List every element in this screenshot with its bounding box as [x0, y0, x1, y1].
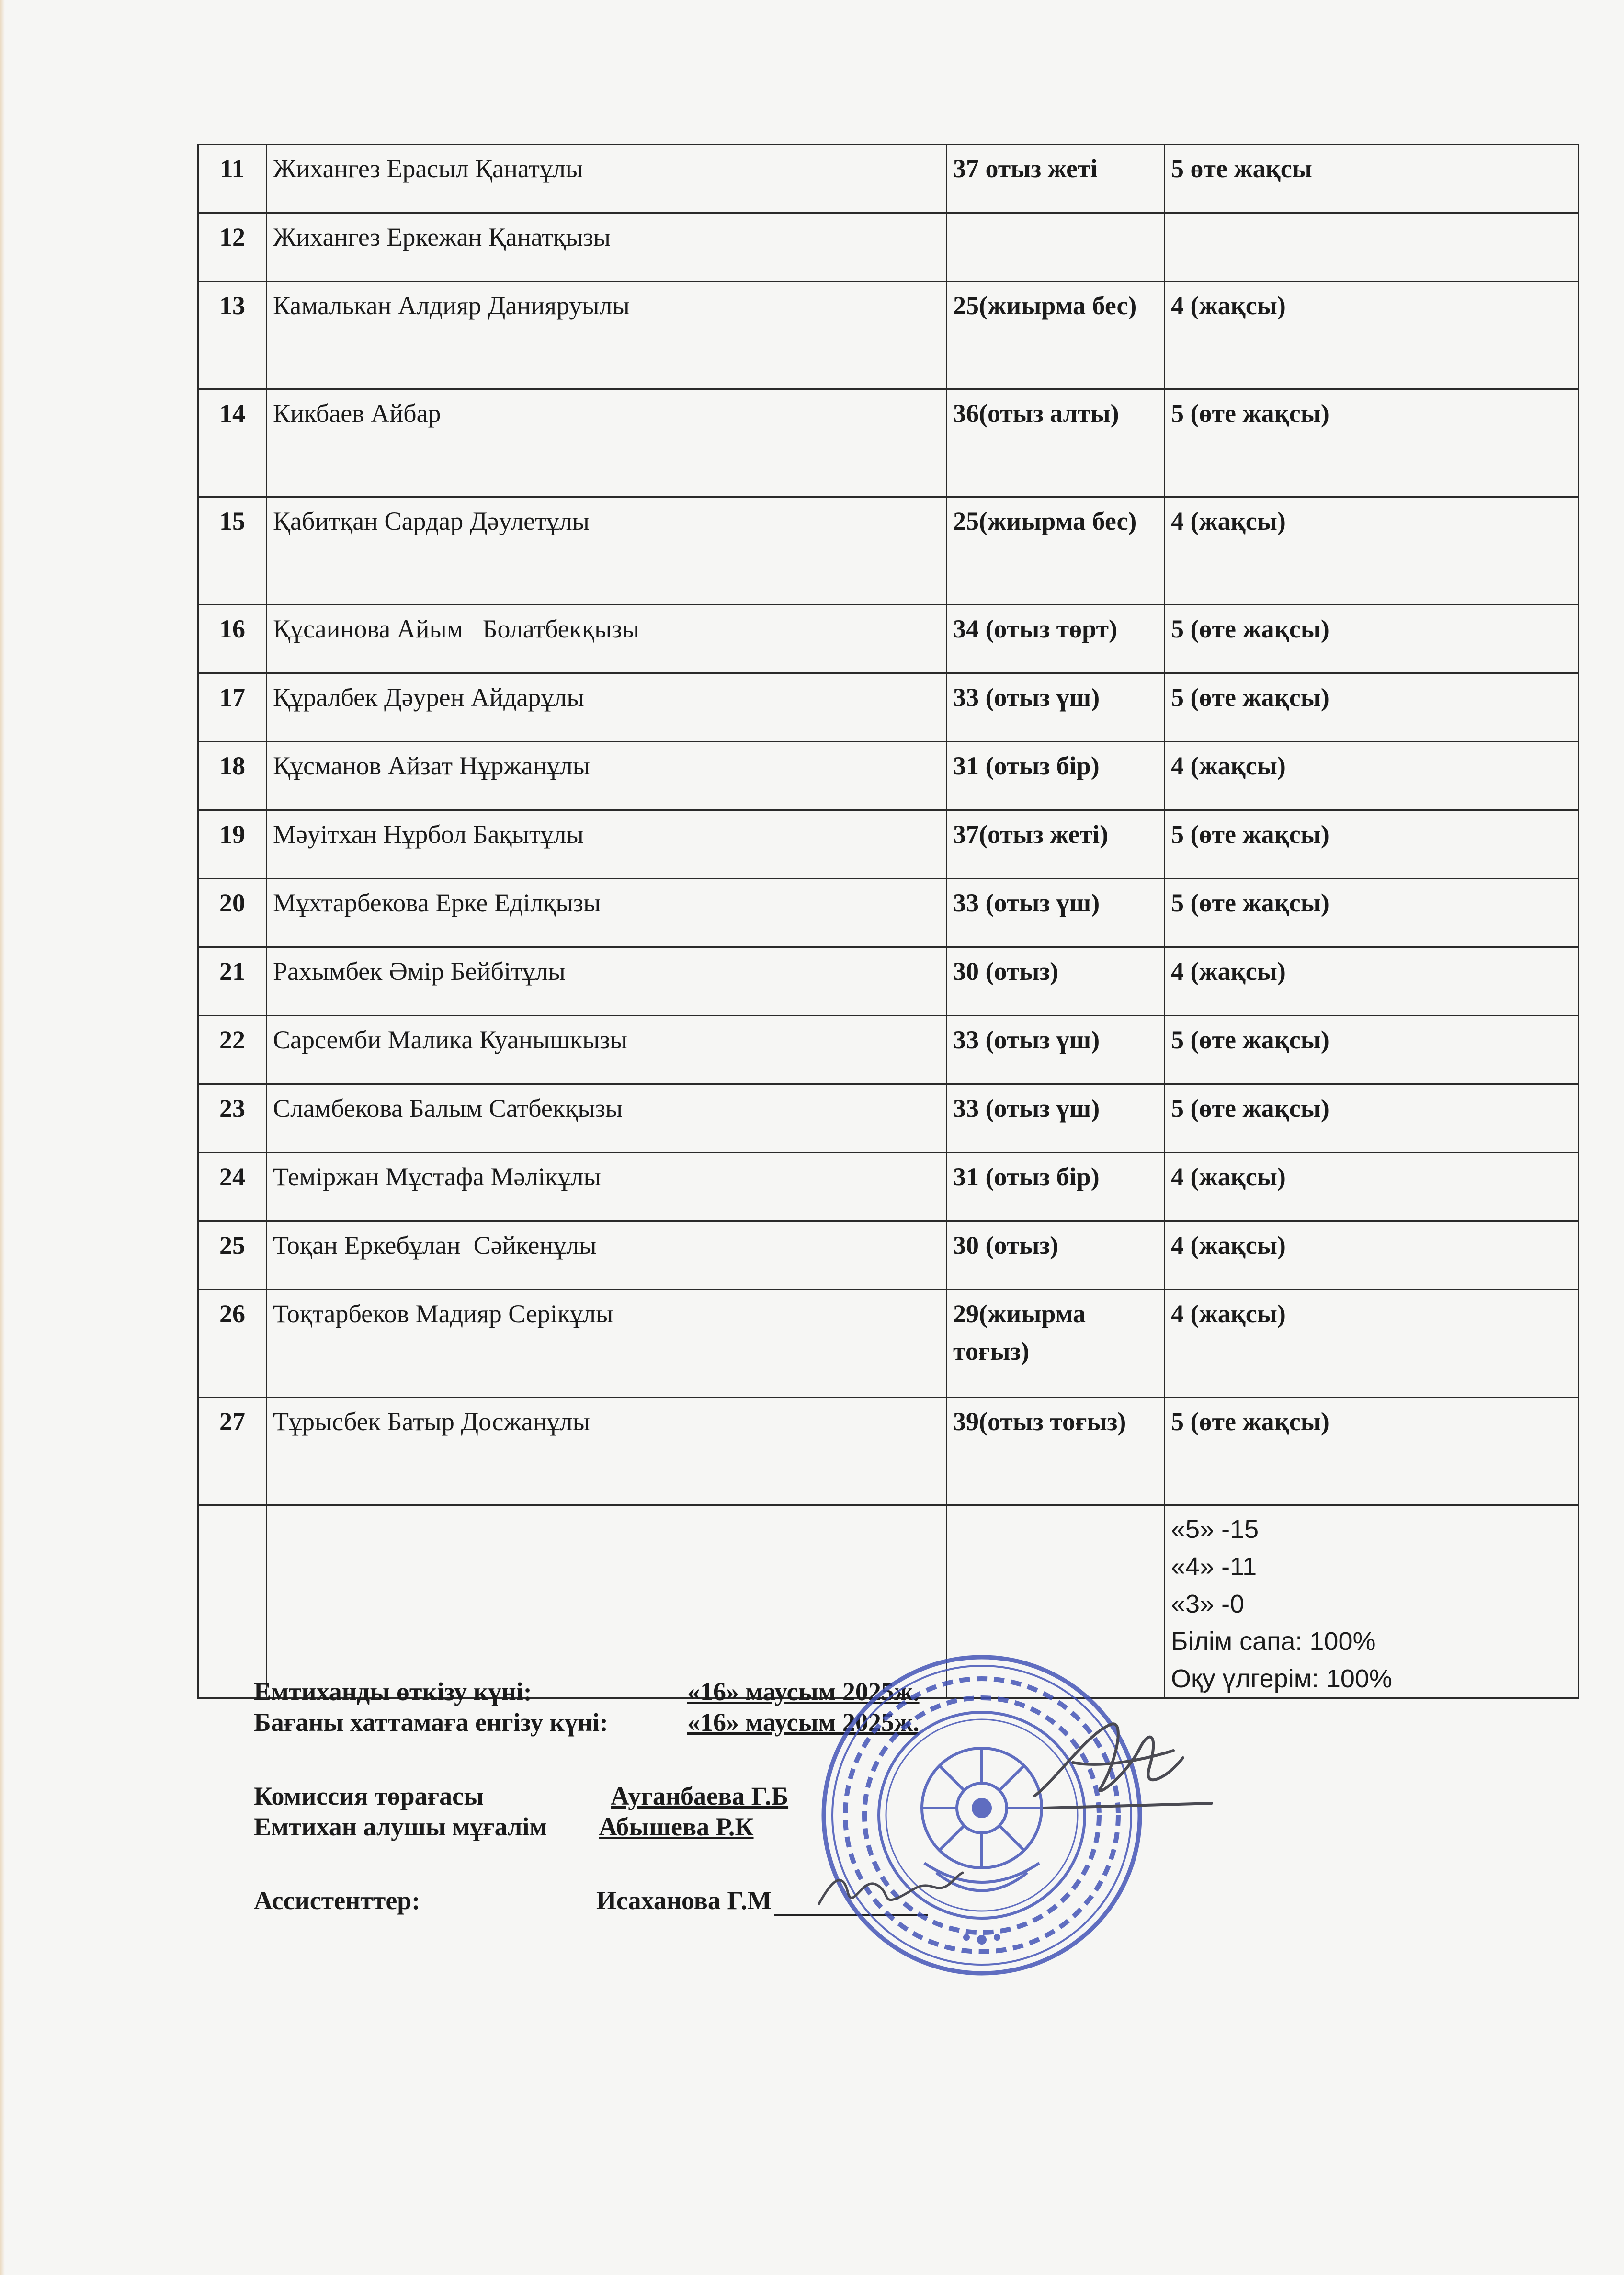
- row-number: 16: [198, 605, 267, 673]
- row-number: 27: [198, 1398, 267, 1505]
- summary-cell: [1165, 1505, 1579, 1698]
- table-row: [198, 497, 1579, 605]
- summary-count-5: «5» -15: [1171, 1515, 1259, 1544]
- score: 25(жиырма бес): [947, 282, 1165, 389]
- student-name: Мәуітхан Нұрбол Бақытұлы: [267, 810, 947, 879]
- grade: 5 (өте жақсы): [1165, 1084, 1579, 1153]
- score: 29(жиырма тоғыз): [947, 1290, 1165, 1398]
- grade: 5 (өте жақсы): [1165, 673, 1579, 742]
- teacher-name: Абышева Р.К: [599, 1812, 754, 1841]
- score: 30 (отыз): [947, 1221, 1165, 1290]
- grade: 4 (жақсы): [1165, 947, 1579, 1016]
- score: 30 (отыз): [947, 947, 1165, 1016]
- row-number: 26: [198, 1290, 267, 1398]
- table-row: [198, 1290, 1579, 1398]
- row-number: 15: [198, 497, 267, 605]
- grades-table: [197, 144, 1579, 1699]
- student-name: Камалькан Алдияр Данияруылы: [267, 282, 947, 389]
- teacher-label: Емтихан алушы мұғалім: [254, 1812, 547, 1841]
- grade: 4 (жақсы): [1165, 1153, 1579, 1221]
- stamp-stars-icon: [963, 1934, 1000, 1945]
- row-number: 25: [198, 1221, 267, 1290]
- score: 39(отыз тоғыз): [947, 1398, 1165, 1505]
- row-number: 24: [198, 1153, 267, 1221]
- student-name: Тоқан Еркебұлан Сәйкенұлы: [267, 1221, 947, 1290]
- table-row: [198, 213, 1579, 282]
- grade: 4 (жақсы): [1165, 1290, 1579, 1398]
- row-number: 17: [198, 673, 267, 742]
- summary-quality: Білім сапа: 100%: [1171, 1627, 1376, 1656]
- row-number: 13: [198, 282, 267, 389]
- row-number: 23: [198, 1084, 267, 1153]
- table-row: [198, 742, 1579, 810]
- summary-count-4: «4» -11: [1171, 1552, 1257, 1581]
- student-name: Қабитқан Сардар Дәулетұлы: [267, 497, 947, 605]
- row-number: 20: [198, 879, 267, 947]
- student-name: Тоқтарбеков Мадияр Серікұлы: [267, 1290, 947, 1398]
- grade: 4 (жақсы): [1165, 1221, 1579, 1290]
- grade: 5 (өте жақсы): [1165, 1016, 1579, 1084]
- chair-name: Ауганбаева Г.Б: [611, 1782, 789, 1810]
- score: 31 (отыз бір): [947, 742, 1165, 810]
- row-number: 14: [198, 389, 267, 497]
- table-row: [198, 1016, 1579, 1084]
- table-row: [198, 1398, 1579, 1505]
- score: 33 (отыз үш): [947, 1016, 1165, 1084]
- grade-entry-label: Бағаны хаттамаға енгізу күні:: [254, 1708, 608, 1737]
- score: 33 (отыз үш): [947, 879, 1165, 947]
- grade: [1165, 213, 1579, 282]
- exam-date-value: «16» маусым 2025ж.: [687, 1677, 920, 1706]
- student-name: Сламбекова Балым Сатбекқызы: [267, 1084, 947, 1153]
- exam-date-label: Емтиханды өткізу күні:: [254, 1677, 532, 1706]
- table-row: [198, 605, 1579, 673]
- summary-count-3: «3» -0: [1171, 1590, 1245, 1618]
- row-number: 18: [198, 742, 267, 810]
- score: 31 (отыз бір): [947, 1153, 1165, 1221]
- summary-progress: Оқу үлгерім: 100%: [1171, 1664, 1392, 1693]
- chair-signature: [1015, 1705, 1216, 1830]
- grade: 5 (өте жақсы): [1165, 389, 1579, 497]
- student-name: Кикбаев Айбар: [267, 389, 947, 497]
- score: 34 (отыз төрт): [947, 605, 1165, 673]
- grade: 5 (өте жақсы): [1165, 810, 1579, 879]
- chair-label: Комиссия төрағасы: [254, 1782, 484, 1810]
- grade-entry-value: «16» маусым 2025ж.: [687, 1708, 920, 1737]
- row-number: 12: [198, 213, 267, 282]
- score: 37 отыз жеті: [947, 145, 1165, 213]
- assistants-label: Ассистенттер:: [254, 1886, 420, 1915]
- row-number: 19: [198, 810, 267, 879]
- student-name: Рахымбек Әмір Бейбітұлы: [267, 947, 947, 1016]
- table-row: [198, 145, 1579, 213]
- student-name: Мұхтарбекова Ерке Еділқызы: [267, 879, 947, 947]
- grade: 5 (өте жақсы): [1165, 1398, 1579, 1505]
- score: 36(отыз алты): [947, 389, 1165, 497]
- table-row: [198, 1153, 1579, 1221]
- row-number: 21: [198, 947, 267, 1016]
- table-row: [198, 282, 1579, 389]
- table-body: [198, 145, 1579, 1698]
- score: 25(жиырма бес): [947, 497, 1165, 605]
- score: 33 (отыз үш): [947, 1084, 1165, 1153]
- assistant-signature: [809, 1858, 967, 1921]
- table-row: [198, 810, 1579, 879]
- student-name: Сарсемби Малика Куанышкызы: [267, 1016, 947, 1084]
- student-name: Құсаинова Айым Болатбекқызы: [267, 605, 947, 673]
- score: 37(отыз жеті): [947, 810, 1165, 879]
- grade: 4 (жақсы): [1165, 282, 1579, 389]
- summary-empty-cell: [198, 1505, 267, 1698]
- grade: 5 өте жақсы: [1165, 145, 1579, 213]
- student-name: Жихангез Еркежан Қанатқызы: [267, 213, 947, 282]
- table-row: [198, 389, 1579, 497]
- student-name: Теміржан Мұстафа Мәлікұлы: [267, 1153, 947, 1221]
- table-row: [198, 1221, 1579, 1290]
- student-name: Құсманов Айзат Нұржанұлы: [267, 742, 947, 810]
- table-row: [198, 1084, 1579, 1153]
- student-name: Жихангез Ерасыл Қанатұлы: [267, 145, 947, 213]
- scan-edge: [0, 0, 5, 2275]
- student-name: Құралбек Дәурен Айдарұлы: [267, 673, 947, 742]
- table-row: [198, 673, 1579, 742]
- row-number: 11: [198, 145, 267, 213]
- student-name: Тұрысбек Батыр Досжанұлы: [267, 1398, 947, 1505]
- table-row: [198, 879, 1579, 947]
- grade: 5 (өте жақсы): [1165, 605, 1579, 673]
- table-row: [198, 947, 1579, 1016]
- assistant-name: Исаханова Г.М: [596, 1885, 928, 1916]
- grade: 4 (жақсы): [1165, 742, 1579, 810]
- row-number: 22: [198, 1016, 267, 1084]
- grade: 4 (жақсы): [1165, 497, 1579, 605]
- grade: 5 (өте жақсы): [1165, 879, 1579, 947]
- score: 33 (отыз үш): [947, 673, 1165, 742]
- score: [947, 213, 1165, 282]
